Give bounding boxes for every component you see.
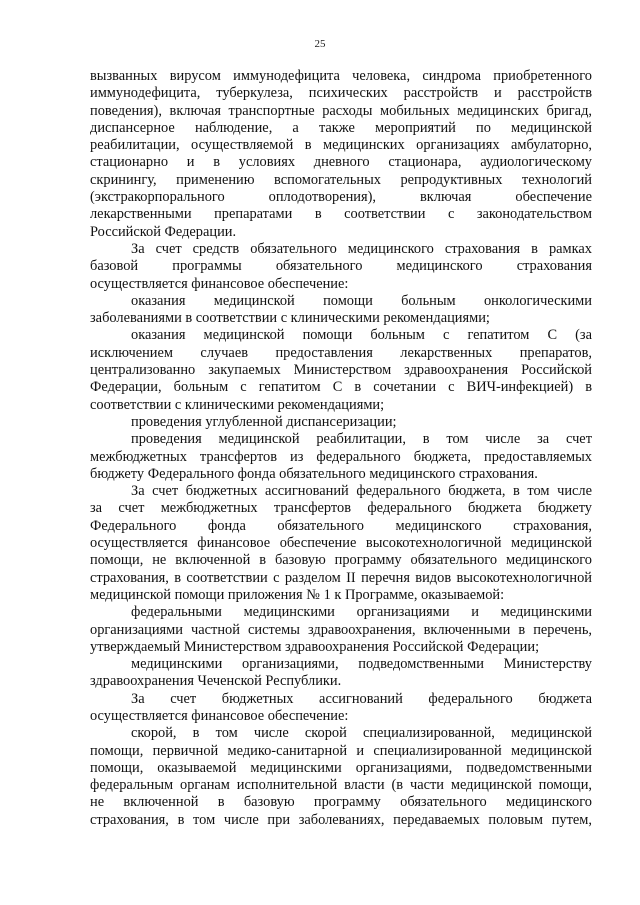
text-line: диспансерное наблюдение, а также мероприятий по медицинской xyxy=(90,119,592,136)
text-line: федеральным органам исполнительной власти (в части медицинской помощи, xyxy=(90,777,592,794)
text-line: осуществляется финансовое обеспечение высокотехнологичной медицинской xyxy=(90,535,592,552)
text-line: не включенной в базовую программу обязательного медицинского xyxy=(90,794,592,811)
text-line: проведения углубленной диспансеризации; xyxy=(131,413,397,430)
text-line: осуществляется финансовое обеспечение: xyxy=(90,707,349,724)
text-line: помощи, оказываемой медицинскими организациями, подведомственными xyxy=(90,759,592,776)
text-line: страхования, в том числе при заболеваниях, передаваемых половым путем, xyxy=(90,811,592,828)
text-line: исключением случаев предоставления лекарственных препаратов, xyxy=(90,344,592,361)
text-line: помощи, первичной медико-санитарной и специализированной медицинской xyxy=(90,742,592,759)
text-line: Российской Федерации. xyxy=(90,223,237,240)
text-line: утверждаемый Министерством здравоохранения Российской Федерации; xyxy=(90,638,540,655)
text-line: поведения), включая транспортные расходы мобильных медицинских бригад, xyxy=(90,102,592,119)
text-line: За счет бюджетных ассигнований федерального бюджета xyxy=(131,690,592,707)
text-line: централизованно закупаемых Министерством здравоохранения Российской xyxy=(90,362,592,379)
text-line: медицинской помощи приложения № 1 к Программе, оказываемой: xyxy=(90,586,505,603)
text-line: оказания медицинской помощи больным онкологическими xyxy=(131,292,592,309)
text-line: организациями частной системы здравоохранения, включенными в перечень, xyxy=(90,621,592,638)
text-line: лекарственными препаратами в соответствии с законодательством xyxy=(90,206,592,223)
text-line: за счет межбюджетных трансфертов федерального бюджета бюджету xyxy=(90,500,592,517)
text-line: реабилитации, осуществляемой в медицинских организациях амбулаторно, xyxy=(90,137,592,154)
page-number: 25 xyxy=(314,38,326,50)
text-line: За счет бюджетных ассигнований федерального бюджета, в том числе xyxy=(131,483,592,500)
text-line: проведения медицинской реабилитации, в том числе за счет xyxy=(131,431,592,448)
text-line: За счет средств обязательного медицинского страхования в рамках xyxy=(131,240,592,257)
text-line: межбюджетных трансфертов из федерального бюджета, предоставляемых xyxy=(90,448,592,465)
text-line: заболеваниями в соответствии с клиническими рекомендациями; xyxy=(90,310,490,327)
text-line: медицинскими организациями, подведомственными Министерству xyxy=(131,656,592,673)
text-line: иммунодефицита, туберкулеза, психических расстройств и расстройств xyxy=(90,85,592,102)
text-line: бюджету Федерального фонда обязательного медицинского страхования. xyxy=(90,465,538,482)
text-line: базовой программы обязательного медицинского страхования xyxy=(90,258,592,275)
text-line: (экстракорпорального оплодотворения), включая обеспечение xyxy=(90,189,592,206)
text-line: Федерального фонда обязательного медицинского страхования, xyxy=(90,517,592,534)
text-line: стационарно и в условиях дневного стационара, аудиологическому xyxy=(90,154,592,171)
text-line: соответствии с клиническими рекомендациями; xyxy=(90,396,385,413)
text-line: страхования, в соответствии с разделом II перечня видов высокотехнологичной xyxy=(90,569,592,586)
text-line: скорой, в том числе скорой специализированной, медицинской xyxy=(131,725,592,742)
text-line: здравоохранения Чеченской Республики. xyxy=(90,673,342,690)
text-line: скринингу, применению вспомогательных репродуктивных технологий xyxy=(90,171,592,188)
text-line: помощи, не включенной в базовую программу обязательного медицинского xyxy=(90,552,592,569)
text-line: федеральными медицинскими организациями и медицинскими xyxy=(131,604,592,621)
text-line: оказания медицинской помощи больным с гепатитом С (за xyxy=(131,327,592,344)
text-line: осуществляется финансовое обеспечение: xyxy=(90,275,349,292)
document-body xyxy=(90,68,592,829)
text-line: вызванных вирусом иммунодефицита человека, синдрома приобретенного xyxy=(90,68,592,84)
text-line: Федерации, больным с гепатитом С в сочетании с ВИЧ-инфекцией) в xyxy=(90,379,592,396)
